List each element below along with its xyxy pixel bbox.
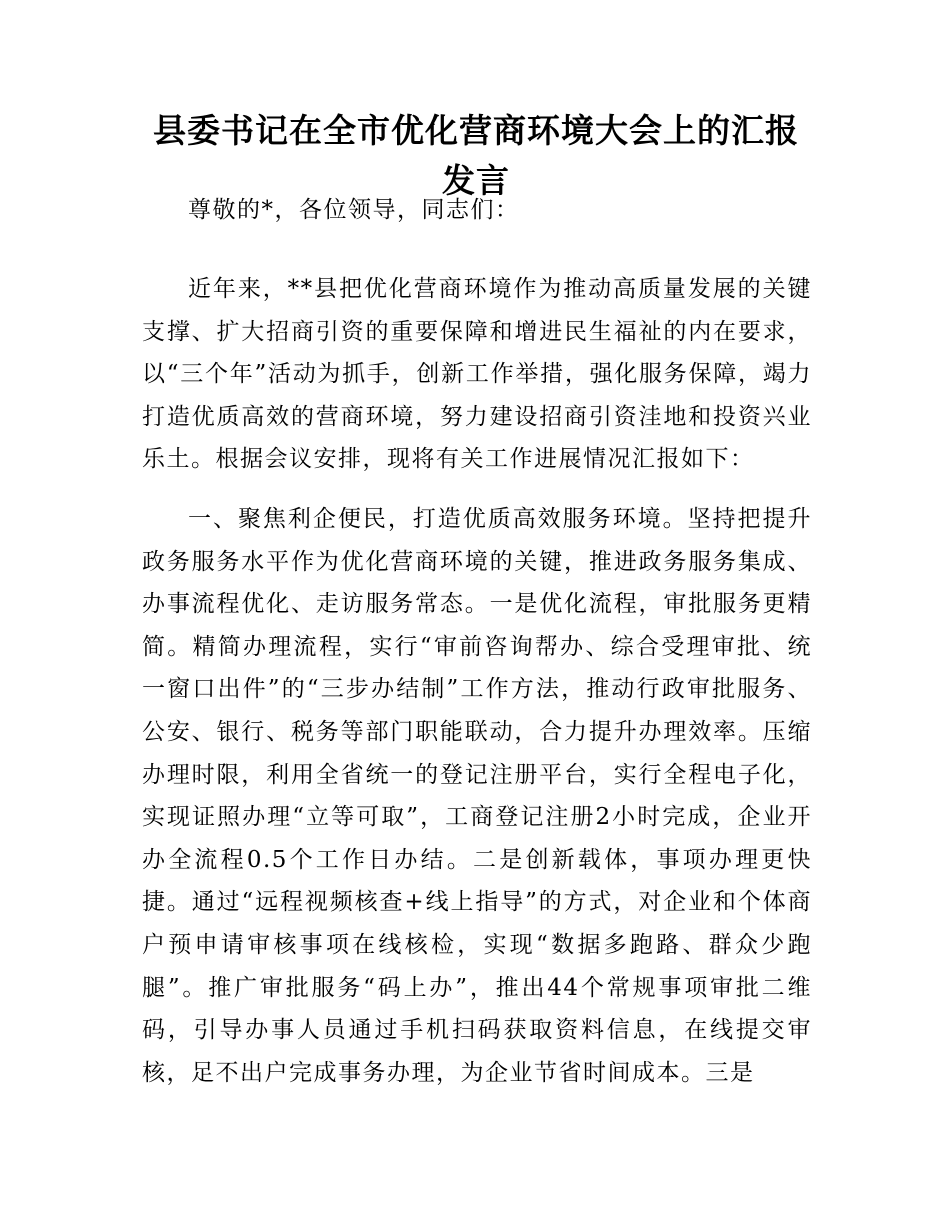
- document-title: 县委书记在全市优化营商环境大会上的汇报发言: [153, 111, 799, 200]
- body-paragraph-section-one: 一、聚焦利企便民，打造优质高效服务环境。坚持把提升政务服务水平作为优化营商环境的关键，推进政务服务集成、办事流程优化、走访服务常态。一是优化流程，审批服务更精简。精简办理流程，实行“审前咨询帮办、综合受理审批、统一窗口出件”的“三步办结制”工作方法，推动行政审批服务、公安、银行、税务等部门职能联动，合力提升办理效率。压缩办理时限，利用全省统一的登记注册平台，实行全程电子化，实现证照办理“立等可取”，工商登记注册2小时完成，企业开办全流程0.5个工作日办结。二是创新载体，事项办理更快捷。通过“远程视频核查+线上指导”的方式，对企业和个体商户预申请审核事项在线核检，实现“数据多跑路、群众少跑腿”。推广审批服务“码上办”，推出44个常规事项审批二维码，引导办事人员通过手机扫码获取资料信息，在线提交审核，足不出户完成事务办理，为企业节省时间成本。三是: [142, 506, 812, 1086]
- body-paragraph-intro: 近年来，**县把优化营商环境作为推动高质量发展的关键支撑、扩大招商引资的重要保障和增进民生福祉的内在要求，以“三个年”活动为抓手，创新工作举措，强化服务保障，竭力打造优质高效的营商环境，努力建设招商引资洼地和投资兴业乐土。根据会议安排，现将有关工作进展情况汇报如下：: [142, 276, 812, 473]
- salutation: 尊敬的*，各位领导，同志们：: [188, 197, 520, 223]
